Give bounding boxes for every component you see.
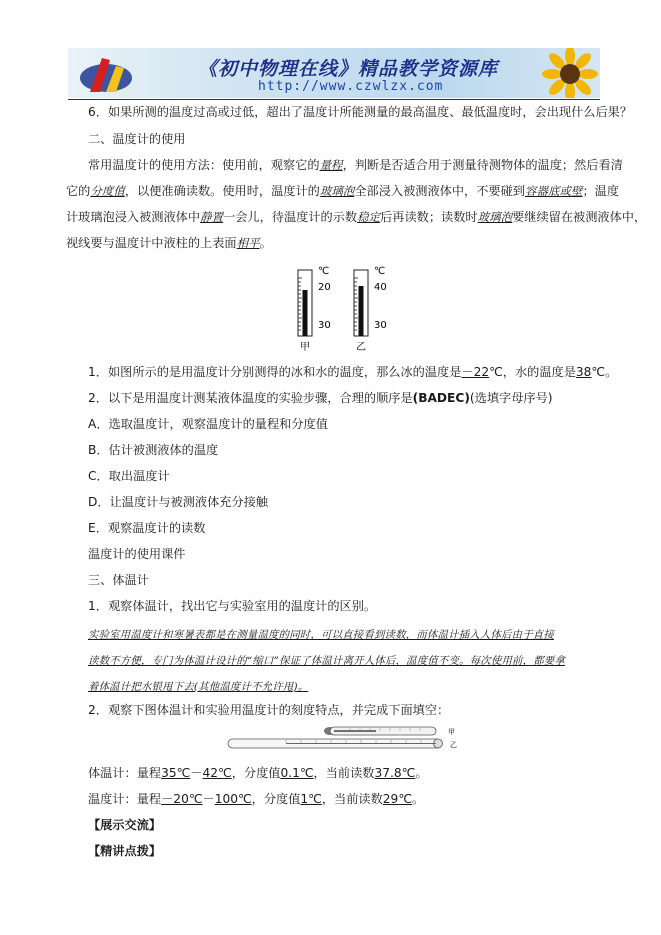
clinical-division: 0.1 [280,766,300,780]
answer-wall: 容器底或壁 [525,184,583,198]
answer-stable: 稳定 [357,210,381,224]
handwritten-line-1: 实验室用温度计和寒暑表都是在测量温度的同时，可以直接看到读数，而体温计插入人体后由于直接 [88,629,554,641]
answer-level: 相平 [236,236,260,250]
step-a: A．选取温度计，观察温度计的量程和分度值 [88,417,328,431]
courseware-link: 温度计的使用课件 [88,547,186,561]
site-logo-icon [76,52,134,96]
step-d: D．让温度计与被测液体充分接触 [88,495,269,509]
clinical-thermometer-figure [226,725,462,753]
left-lower-tick: 30 [318,320,331,331]
usage-line-2: 它的分度值，以便准确读数。使用时，温度计的玻璃泡全部浸入被测液体中，不要碰到容器底或壁；温度 [66,184,620,198]
exchange-heading: 【展示交流】 [88,818,162,832]
handwritten-line-2: 读数不方便，专门为体温计设计的“缩口”保证了体温计离开人体后，温度值不变。每次使用前，都要拿 [88,655,566,667]
lab-min: －20 [161,792,189,806]
answer-division: 分度值 [90,184,125,198]
right-upper-tick: 40 [374,282,387,293]
lab-thermometer [228,739,443,748]
right-lower-tick: 30 [374,320,387,331]
clinical-max: 42 [202,766,219,780]
banner-url[interactable]: http://www.czwlzx.com [258,79,444,94]
answer-wait: 静置 [200,210,224,224]
step-b: B．估计被测液体的温度 [88,443,219,457]
usage-line-1: 常用温度计的使用方法：使用前，观察它的量程，判断是否适合用于测量待测物体的温度；然后看清 [88,158,623,172]
clinical-answers: 体温计：量程35℃－42℃，分度值0.1℃，当前读数37.8℃。 [88,766,428,780]
handwritten-line-3: 着体温计把水银甩下去(其他温度计不允许甩)。 [88,681,309,693]
answer-order: (BADEC) [412,391,470,405]
right-label: 乙 [356,342,366,352]
answer-ice-temp: －22 [461,365,490,379]
lab-division: 1 [300,792,309,806]
question-2: 2．以下是用温度计测某液体温度的实验步骤，合理的顺序是(BADEC)(选填字母序号) [88,391,553,405]
question-3-2: 2．观察下图体温计和实验用温度计的刻度特点，并完成下面填空： [88,703,450,717]
figure2-top-label: 甲 [448,728,455,736]
right-unit: ℃ [374,266,386,277]
header-rule [68,99,600,100]
handwritten-answer [88,622,600,700]
section-3-heading: 三、体温计 [88,573,149,587]
clinical-min: 35 [161,766,177,780]
answer-water-temp: 38 [575,365,592,379]
thermometer-left [298,266,331,352]
usage-line-4: 视线要与温度计中液柱的上表面相平。 [66,236,272,250]
usage-line-3: 计玻璃泡浸入被测液体中静置一会儿，待温度计的示数稳定后再读数；读数时玻璃泡要继续留在被测液体中， [66,210,647,224]
banner-title: 《初中物理在线》精品教学资源库 [198,58,499,80]
left-label: 甲 [300,342,310,352]
section-2-heading: 二、温度计的使用 [88,132,186,146]
lab-max: 100 [214,792,238,806]
figure2-bottom-label: 乙 [450,741,457,749]
lab-answers: 温度计：量程－20℃－100℃，分度值1℃，当前读数29℃。 [88,792,425,806]
left-upper-tick: 20 [318,282,331,293]
answer-bulb: 玻璃泡 [319,184,355,198]
header-banner [68,48,600,98]
question-6: 6．如果所测的温度过高或过低，超出了温度计所能测量的最高温度、最低温度时，会出现什么后果？ [88,105,633,119]
step-c: C．取出温度计 [88,469,170,483]
lab-reading: 29 [382,792,399,806]
sunflower-image-icon [520,48,600,98]
thermometer-figure [286,260,406,352]
explain-heading: 【精讲点拨】 [88,844,162,858]
answer-bulb-2: 玻璃泡 [477,210,513,224]
answer-range: 量程 [319,158,343,172]
clinical-reading: 37.8 [374,766,402,780]
question-3-1: 1．观察体温计，找出它与实验室用的温度计的区别。 [88,599,377,613]
step-e: E．观察温度计的读数 [88,521,206,535]
left-unit: ℃ [318,266,330,277]
clinical-thermometer [324,727,436,735]
question-1: 1．如图所示的是用温度计分别测得的冰和水的温度，那么冰的温度是－22℃，水的温度是38℃。 [88,365,618,379]
thermometer-right [354,266,387,352]
